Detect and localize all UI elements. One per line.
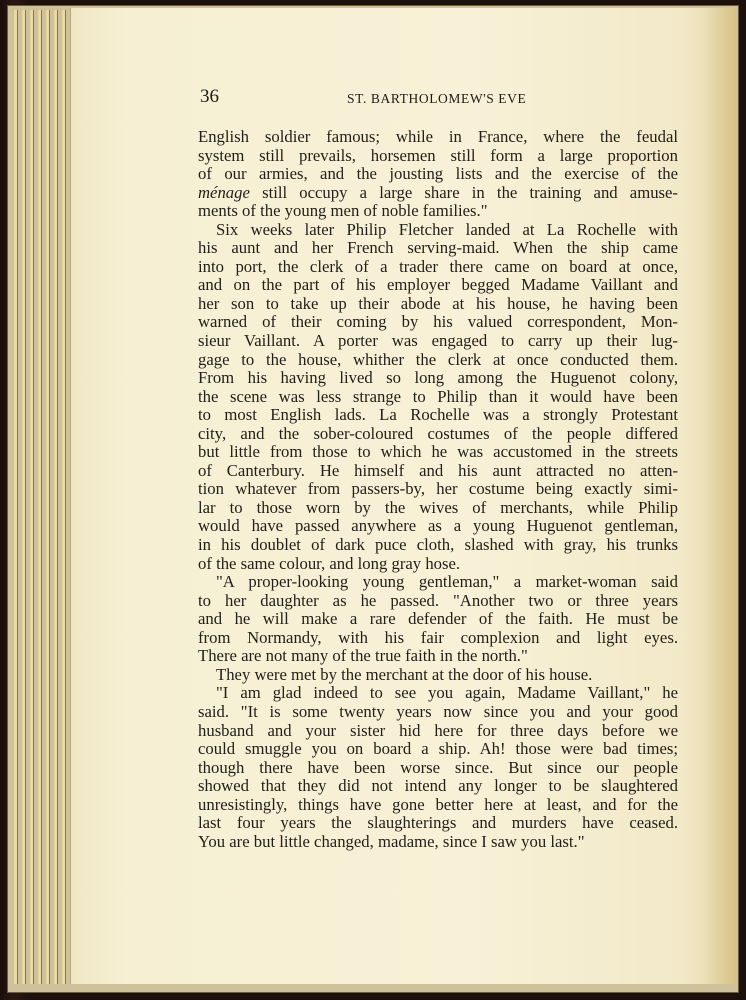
page-number: 36 <box>200 86 219 107</box>
page-edge <box>30 10 34 984</box>
text-line: "I am glad indeed to see you again, Madame Vaillant," he <box>216 683 678 703</box>
text-line: They were met by the merchant at the door of his house. <box>216 664 593 684</box>
text-line: ments of the young men of noble families." <box>198 201 488 221</box>
text-line: of Canterbury. He himself and his aunt attracted no atten- <box>198 460 678 480</box>
text-line: said. "It is some twenty years now since you and your good <box>198 701 678 721</box>
running-head: ST. BARTHOLOMEW'S EVE <box>347 91 527 106</box>
page-edge <box>38 10 42 984</box>
paragraph <box>198 221 678 573</box>
text-line: sieur Vaillant. A porter was engaged to carry up their lug- <box>198 331 678 351</box>
page-curl-shadow <box>705 8 735 984</box>
text-line: but little from those to which he was accustomed in the streets <box>198 442 678 462</box>
text-line: You are but little changed, madame, since I saw you last." <box>198 831 585 851</box>
text-line <box>198 184 678 203</box>
text-line: English soldier famous; while in France, where the feudal <box>198 127 678 146</box>
text-line: Six weeks later Philip Fletcher landed at La Rochelle with <box>216 219 678 239</box>
paragraph <box>198 128 678 221</box>
page-edge <box>22 10 26 984</box>
paragraph <box>198 573 678 666</box>
text-line: her son to take up their abode at his house, he having been <box>198 293 678 313</box>
text-line: his aunt and her French serving-maid. When the ship came <box>198 238 678 258</box>
text-line: to most English lads. La Rochelle was a strongly Protestant <box>198 405 678 425</box>
page-edge <box>62 10 66 984</box>
text-line: There are not many of the true faith in the north." <box>198 646 528 666</box>
text-line: and he will make a rare defender of the faith. He must be <box>198 609 678 629</box>
text-line: From his having lived so long among the Huguenot colony, <box>198 368 678 388</box>
text-line: gage to the house, whither the clerk at once conducted them. <box>198 349 678 369</box>
text-line: system still prevails, horsemen still form a large proportion <box>198 145 678 165</box>
body-text <box>198 128 678 851</box>
text-line: lar to those worn by the wives of merchants, while Philip <box>198 497 678 517</box>
text-line: though there have been worse since. But since our people <box>198 757 678 777</box>
text-line: showed that they did not intend any longer to be slaughtered <box>198 776 678 796</box>
text-line: would have passed anywhere as a young Huguenot gentleman, <box>198 516 678 536</box>
line-remainder: still occupy a large share in the training and amuse- <box>249 182 678 202</box>
paragraph <box>198 684 678 851</box>
text-line: to her daughter as he passed. "Another two or three years <box>198 590 678 610</box>
text-line: could smuggle you on board a ship. Ah! those were bad times; <box>198 739 678 759</box>
text-line: warned of their coming by his valued correspondent, Mon- <box>198 312 678 332</box>
text-line: tion whatever from passers-by, her costume being exactly simi- <box>198 479 678 499</box>
text-line: and on the part of his employer begged Madame Vaillant and <box>198 275 678 295</box>
page-header <box>200 86 680 112</box>
text-line: last four years the slaughterings and murders have ceased. <box>198 813 678 833</box>
text-line: in his doublet of dark puce cloth, slashed with gray, his trunks <box>198 535 678 555</box>
text-line: of our armies, and the jousting lists and the exercise of the <box>198 164 678 184</box>
page-edge <box>46 10 50 984</box>
text-line: "A proper-looking young gentleman," a market-woman said <box>216 572 678 592</box>
text-line: into port, the clerk of a trader there came on board at once, <box>198 256 678 276</box>
italic-word: ménage <box>198 182 250 202</box>
text-line: the scene was less strange to Philip than it would have been <box>198 386 678 406</box>
text-line: husband and your sister hid here for three days before we <box>198 720 678 740</box>
text-line: city, and the sober-coloured costumes of the people differed <box>198 423 678 443</box>
text-line: unresistingly, things have gone better here at least, and for the <box>198 794 678 814</box>
text-line: from Normandy, with his fair complexion and light eyes. <box>198 627 678 647</box>
text-line: of the same colour, and long gray hose. <box>198 553 461 573</box>
page-edge <box>54 10 58 984</box>
page-edge <box>14 10 18 984</box>
paragraph <box>198 666 678 685</box>
